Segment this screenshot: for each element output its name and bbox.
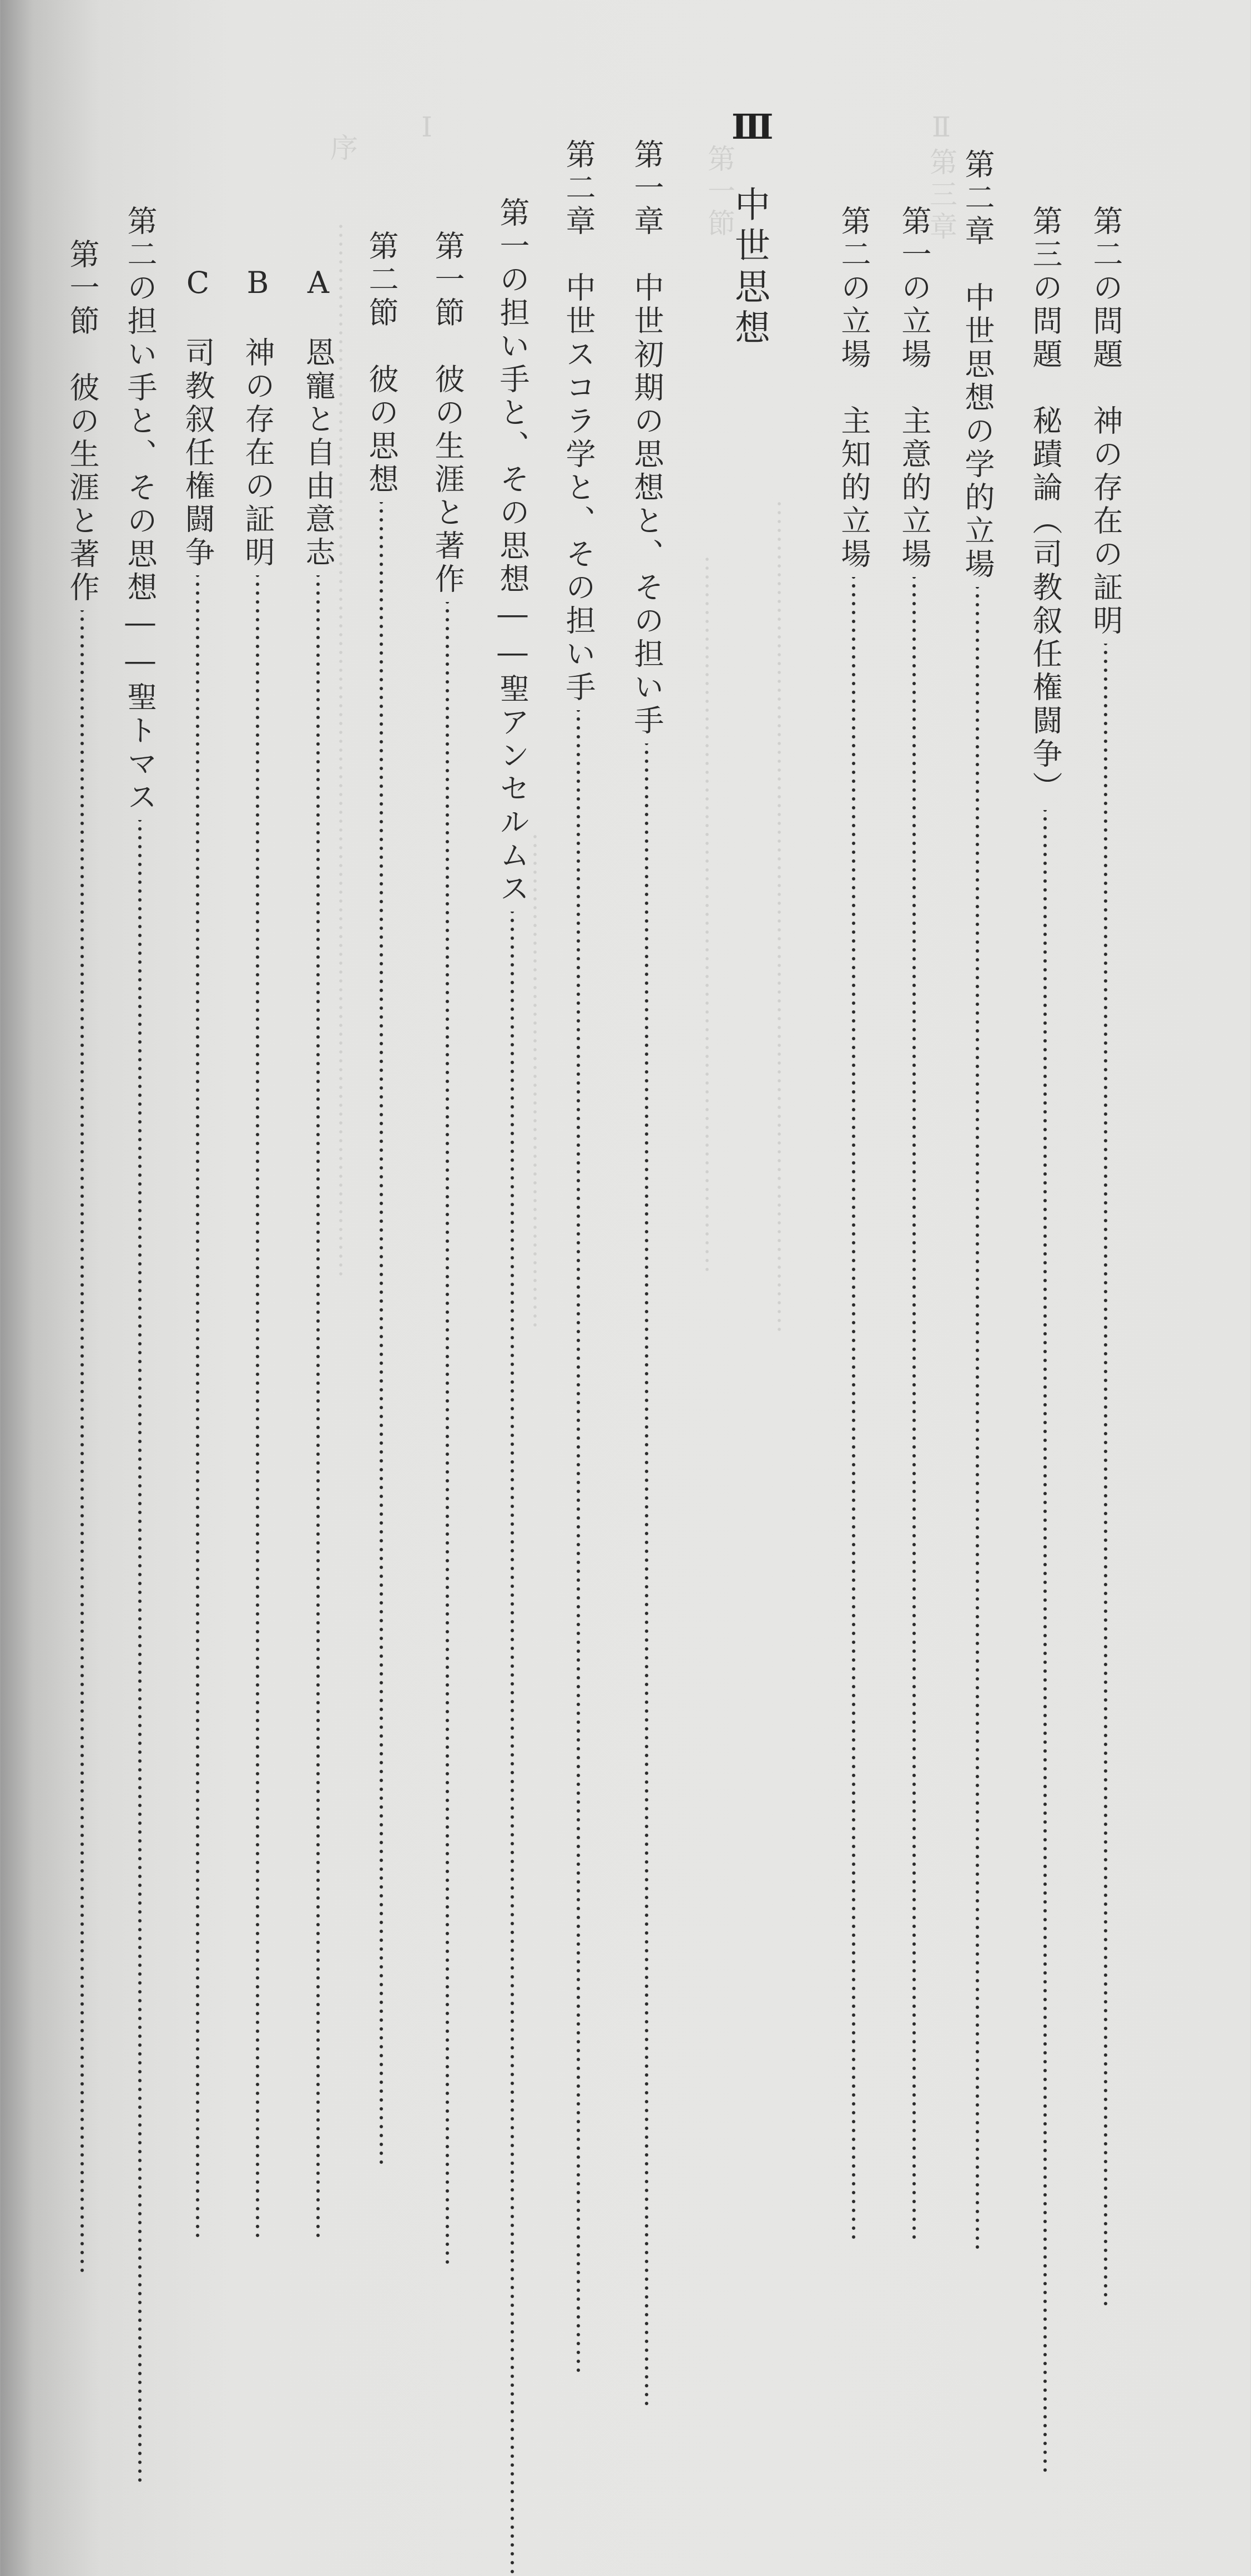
toc-entry-chapter-2: 第二章 中世スコラ学と、その担い手 (562, 139, 595, 1465)
bleed-through-leader (533, 832, 537, 1332)
toc-entry-item-a: A 恩寵と自由意志 (301, 265, 335, 1465)
leader-dots (65, 610, 99, 2275)
bleed-through-text: 第一節 (703, 144, 735, 241)
leader-dots (123, 820, 157, 2484)
leader-dots (301, 575, 335, 2240)
toc-entry-problem-3: 第三の問題 秘蹟論（司教叙任権闘争） (1028, 205, 1062, 1465)
leader-dots (241, 575, 274, 2240)
bleed-through-text: Ⅰ (411, 111, 443, 148)
part-numeral: Ⅲ (732, 107, 775, 147)
leader-dots (365, 502, 398, 2167)
toc-entry-section-1b: 第一節 彼の生涯と著作 (65, 239, 99, 1465)
toc-entry-standpoint-1: 第一の立場 主意的立場 (897, 205, 931, 1465)
leader-dots (1089, 644, 1122, 2308)
bleed-through-text: Ⅱ第三章 (925, 111, 957, 244)
bleed-through-leader (339, 222, 343, 1276)
leader-dots (961, 587, 994, 2251)
bleed-through-leader (777, 499, 781, 1332)
leader-dots (630, 743, 663, 2408)
leader-dots (837, 577, 870, 2241)
toc-entry-section-2a: 第二節 彼の思想 (365, 230, 398, 1465)
toc-entry-item-b: B 神の存在の証明 (241, 265, 274, 1465)
leader-dots (431, 602, 464, 2266)
toc-entry-standpoint-2: 第二の立場 主知的立場 (837, 205, 870, 1465)
leader-dots (897, 577, 931, 2241)
toc-entry-bearer-2: 第二の担い手と、その思想――聖トマス (123, 205, 157, 1465)
leader-dots (562, 710, 595, 2375)
bleed-through-text: 序 (326, 133, 358, 165)
part-title: 中世思想 (729, 186, 770, 350)
leader-dots (496, 912, 529, 2576)
bleed-through-leader (705, 555, 709, 1276)
toc-entry-bearer-1: 第一の担い手と、その思想――聖アンセルムス (496, 197, 529, 1465)
leader-dots (1028, 810, 1062, 2474)
toc-entry-section-1a: 第一節 彼の生涯と著作 (431, 230, 464, 1465)
toc-entry-chapter-2-prev: 第二章 中世思想の学的立場 (961, 149, 994, 1465)
toc-entry-chapter-1: 第一章 中世初期の思想と、その担い手 (630, 139, 663, 1465)
toc-entry-item-c: C 司教叙任権闘争 (181, 265, 214, 1465)
leader-dots (181, 575, 214, 2240)
toc-entry-problem-2: 第二の問題 神の存在の証明 (1089, 205, 1122, 1465)
